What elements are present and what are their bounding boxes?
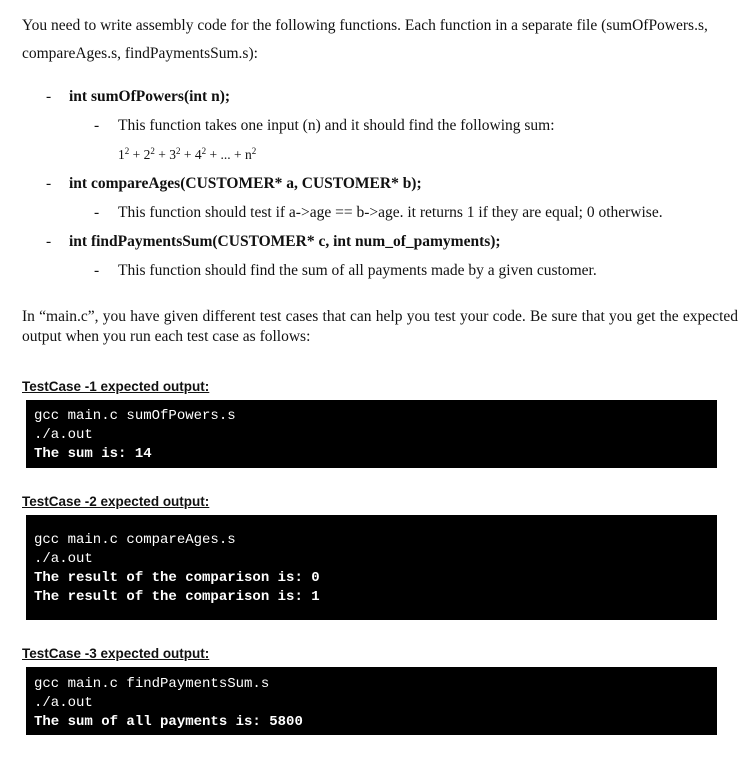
testcase-title: TestCase -3 expected output: [22, 646, 210, 661]
terminal-output-line: The sum is: 14 [34, 446, 152, 462]
formula-exponent: 2 [150, 146, 155, 156]
formula-exponent: 2 [201, 146, 207, 156]
testcase-title: TestCase -1 expected output: [22, 379, 210, 394]
terminal-output [26, 515, 717, 620]
formula-term: ... [220, 147, 231, 162]
terminal-output-line: The sum of all payments is: 5800 [34, 714, 303, 730]
intro-text: You need to write assembly code for the following functions. Each function in a separate file (sumOfPowers.s, compareAges.s, findPaymentsSum.s): [22, 17, 708, 62]
sum-formula [118, 146, 256, 163]
bullet-dash: - [46, 88, 52, 105]
formula-plus: + [234, 147, 242, 162]
terminal-line: gcc main.c sumOfPowers.s [34, 408, 236, 424]
bullet-dash: - [46, 175, 52, 192]
terminal-line: gcc main.c findPaymentsSum.s [34, 676, 270, 692]
instructions-paragraph: In “main.c”, you have given different test cases that can help you test your code. Be sure that you get the expected output when you run each test case as follows: [22, 308, 738, 345]
formula-term: 1 [118, 147, 125, 162]
formula-plus: + [209, 147, 218, 162]
function-description: This function takes one input (n) and it should find the following sum: [118, 117, 555, 134]
bullet-dash: - [94, 262, 100, 279]
testcase-title: TestCase -2 expected output: [22, 494, 210, 509]
terminal-line: ./a.out [34, 695, 93, 711]
formula-exponent: 2 [176, 146, 181, 156]
function-signature: int compareAges(CUSTOMER* a, CUSTOMER* b); [69, 175, 422, 192]
function-signature: int findPaymentsSum(CUSTOMER* c, int num_of_pamyments); [69, 233, 501, 250]
terminal-output [26, 400, 717, 468]
formula-plus: + [132, 147, 141, 162]
function-description: This function should find the sum of all payments made by a given customer. [118, 262, 597, 279]
terminal-line: ./a.out [34, 427, 93, 443]
bullet-dash: - [46, 233, 52, 250]
formula-term: 4 [194, 147, 202, 162]
formula-term: 2 [143, 147, 151, 162]
formula-exponent: 2 [251, 146, 257, 156]
bullet-dash: - [94, 117, 100, 134]
formula-term: n [245, 147, 252, 162]
function-signature: int sumOfPowers(int n); [69, 88, 231, 105]
bullet-dash: - [94, 204, 100, 221]
formula-term: 3 [169, 147, 176, 162]
function-description: This function should test if a->age == b->age. it returns 1 if they are equal; 0 otherwise. [118, 204, 663, 221]
terminal-output-line: The result of the comparison is: 1 [34, 589, 320, 605]
formula-plus: + [183, 147, 192, 162]
terminal-output-line: The result of the comparison is: 0 [34, 570, 320, 586]
terminal-output [26, 667, 717, 735]
formula-exponent: 2 [124, 146, 130, 156]
formula-plus: + [158, 147, 166, 162]
terminal-line: ./a.out [34, 551, 93, 567]
terminal-line: gcc main.c compareAges.s [34, 532, 236, 548]
